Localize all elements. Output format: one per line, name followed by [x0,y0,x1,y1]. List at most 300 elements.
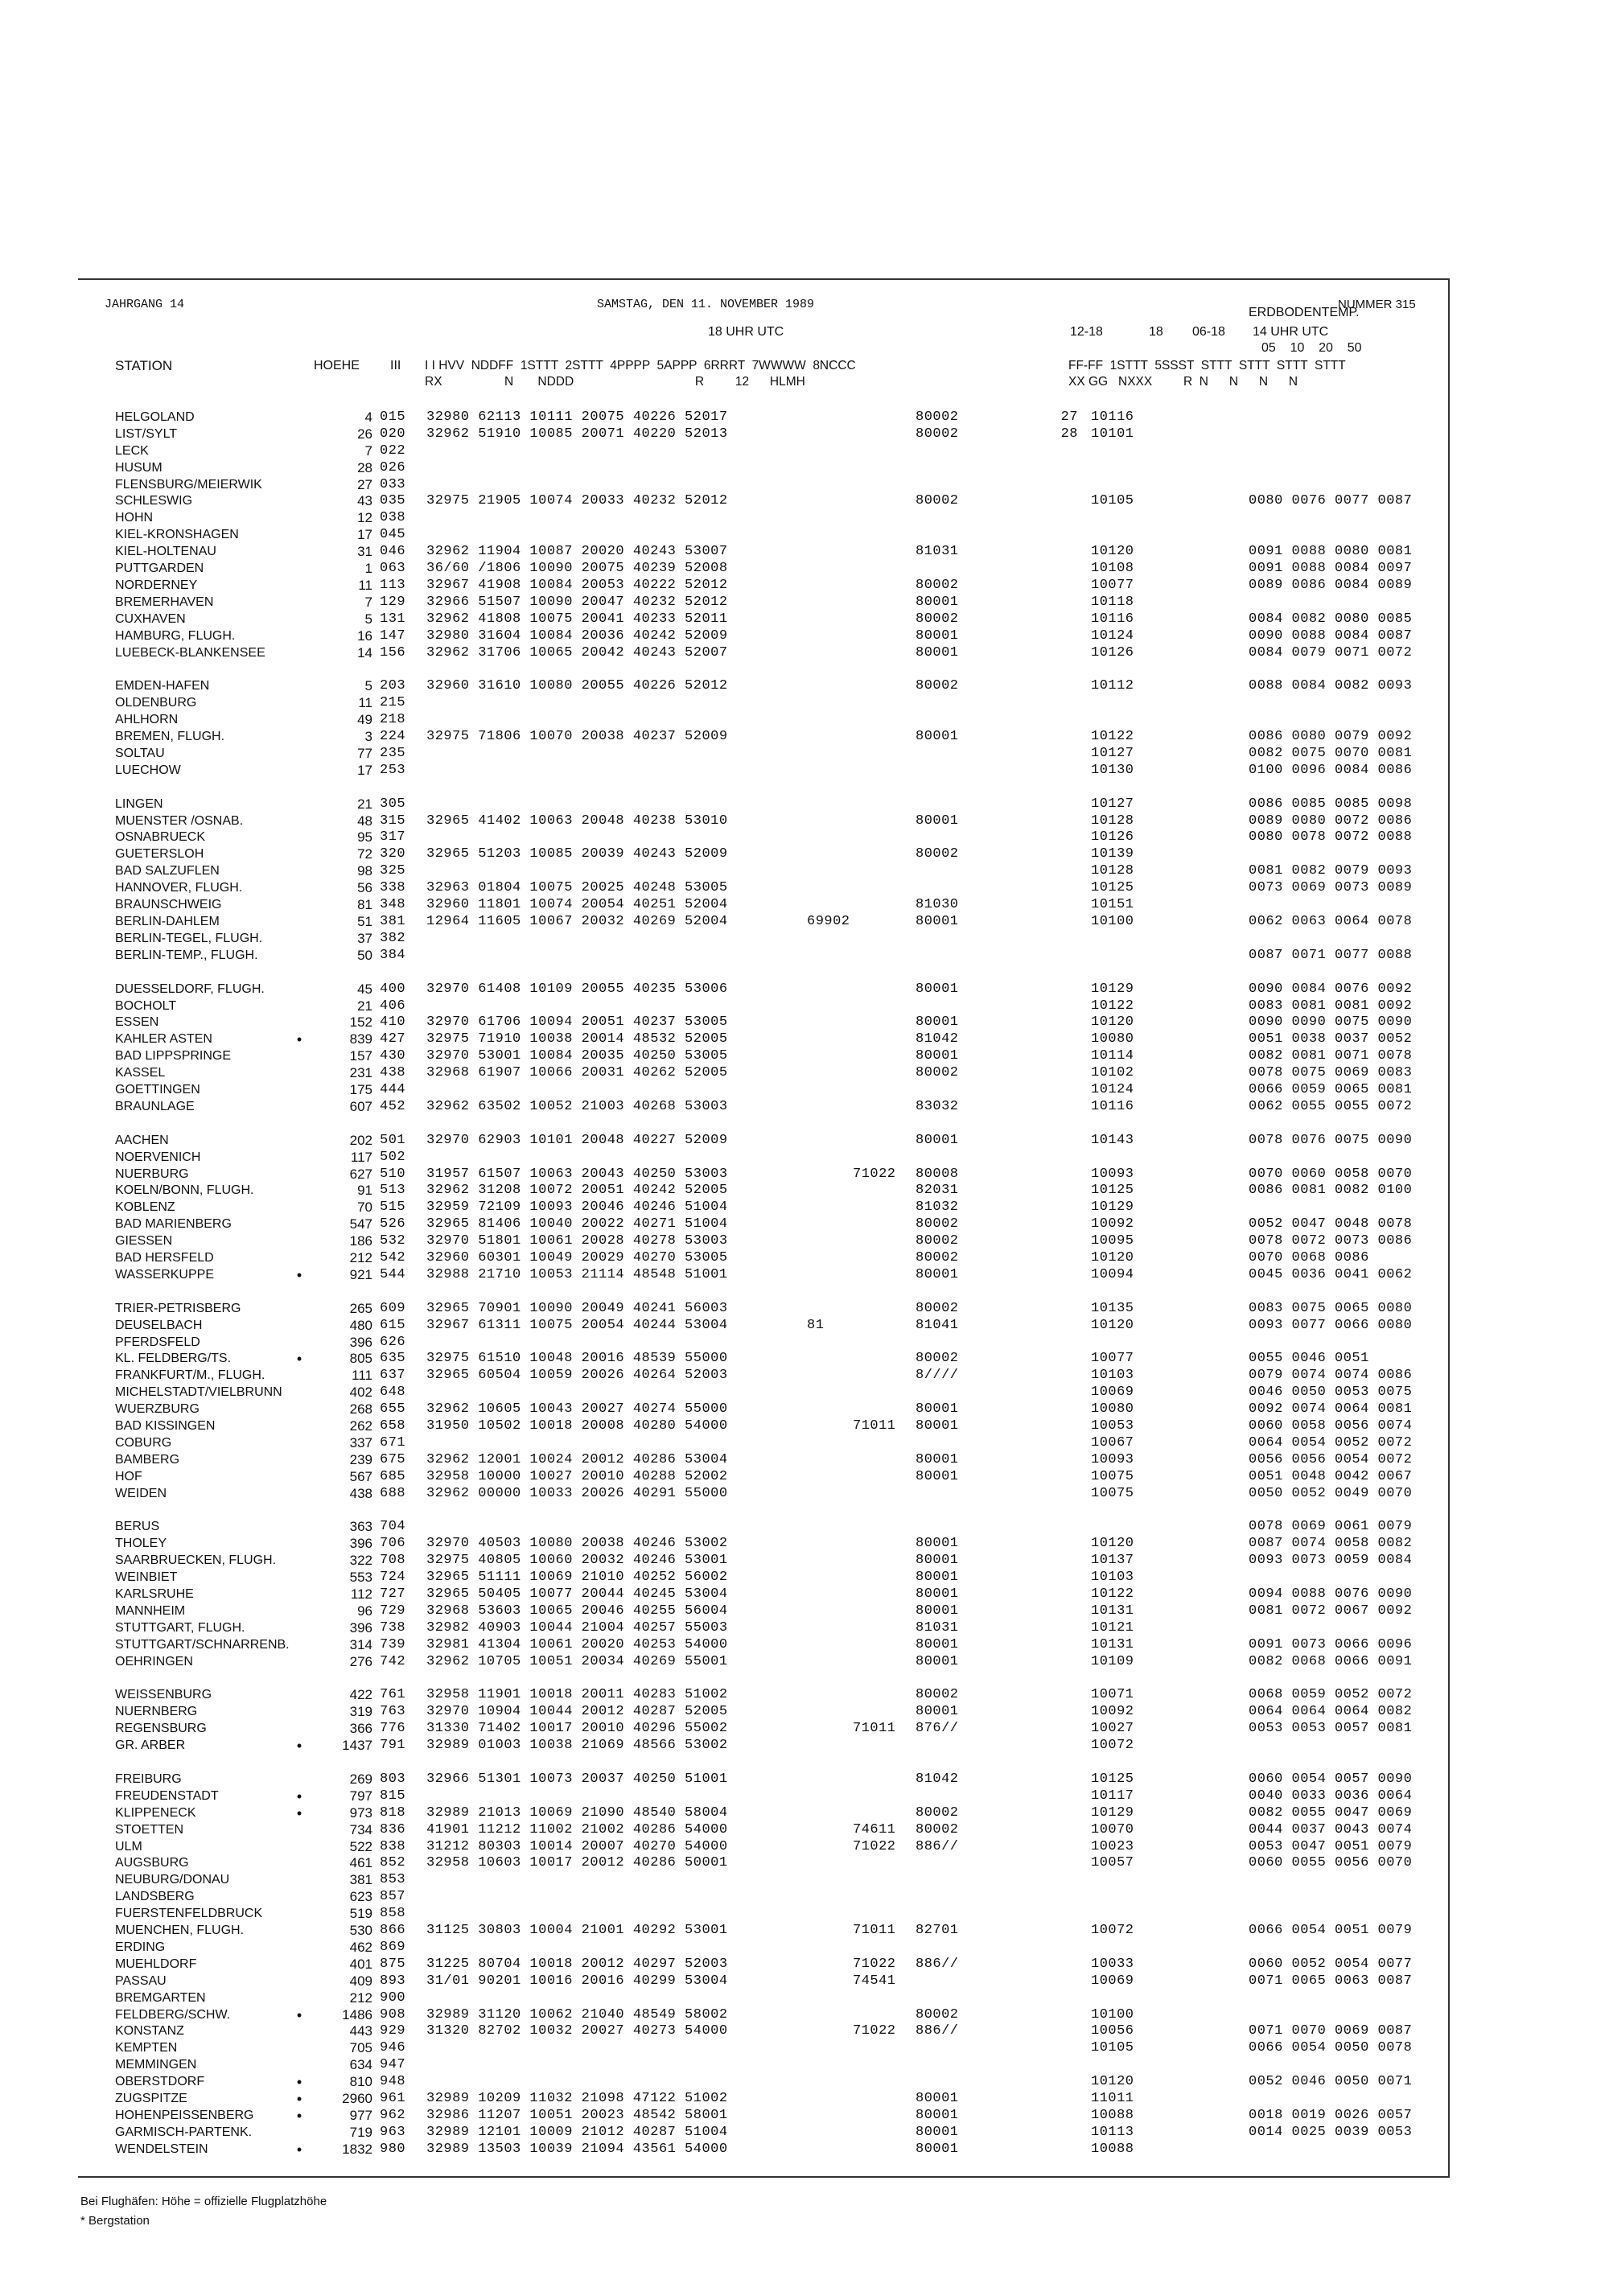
group-8nccc: 80001 [916,1401,959,1417]
group-8nccc: 80001 [916,645,959,660]
station-hoehe: 91 [357,1183,372,1198]
station-id: 532 [380,1233,406,1249]
station-row [0,2073,1609,2091]
station-id: 739 [380,1637,406,1652]
max-temp: 10120 [1091,1536,1134,1551]
station-name: WASSERKUPPE [115,1268,214,1282]
group-8nccc: 82031 [916,1183,959,1198]
soil-temps: 0066 0054 0050 0078 [1249,2040,1413,2055]
soil-temps: 0066 0054 0051 0079 [1249,1923,1413,1938]
max-temp: 10100 [1091,914,1134,929]
station-hoehe: 81 [357,897,372,912]
synop-groups: 32966 51301 10073 20037 40250 51001 [426,1771,728,1787]
station-row [0,913,1609,931]
station-hoehe: 805 [349,1351,372,1366]
group-8nccc: 80001 [916,1452,959,1467]
station-hoehe: 4 [364,409,372,425]
station-hoehe: 21 [357,998,372,1014]
synop-groups: 32965 51111 10069 21010 40252 56002 [426,1570,728,1585]
station-name: BAMBERG [115,1453,180,1467]
group-8nccc: 80002 [916,493,959,508]
station-name: THOLEY [115,1537,167,1550]
group-8nccc: 80002 [916,678,959,693]
station-id: 033 [380,477,406,492]
period-06-18: 06-18 [1192,325,1225,339]
station-hoehe: 50 [357,948,372,963]
station-name: EMDEN-HAFEN [115,679,210,693]
station-row [0,981,1609,998]
station-hoehe: 422 [349,1687,372,1702]
station-row [0,1905,1609,1923]
group-8nccc: 80001 [916,729,959,744]
station-id: 900 [380,1990,406,2006]
station-hoehe: 810 [349,2074,372,2089]
soil-temps: 0086 0081 0082 0100 [1249,1183,1413,1198]
station-id: 038 [380,510,406,525]
station-id: 948 [380,2074,406,2089]
soil-temps: 0051 0038 0037 0052 [1249,1031,1413,1047]
station-hoehe: 112 [350,1586,372,1602]
station-hoehe: 1 [364,561,372,576]
station-id: 305 [380,796,406,812]
max-temp: 10135 [1091,1301,1134,1316]
station-name: BAD LIPPSPRINGE [115,1049,232,1063]
group-8nccc: 80002 [916,1233,959,1249]
group-8nccc: 80001 [916,1536,959,1551]
synop-groups: 32981 41304 10061 20020 40253 54000 [426,1637,728,1652]
station-name: BRAUNLAGE [115,1100,195,1113]
station-hoehe: 48 [357,813,372,829]
station-id: 626 [380,1335,406,1350]
soil-temps: 0064 0054 0052 0072 [1249,1435,1413,1450]
soil-temps: 0062 0055 0055 0072 [1249,1099,1413,1114]
station-row [0,492,1609,510]
synop-groups: 32970 51801 10061 20028 40278 53003 [426,1233,728,1249]
max-temp: 10116 [1091,611,1134,627]
soil-temps: 0071 0065 0063 0087 [1249,1973,1413,1989]
station-row [0,796,1609,813]
station-name: FREIBURG [115,1772,182,1786]
station-row [0,2124,1609,2142]
max-temp: 10127 [1091,746,1134,761]
station-name: STUTTGART, FLUGH. [115,1621,245,1635]
station-id: 253 [380,763,406,778]
group-8nccc: 80002 [916,1065,959,1080]
soil-temps: 0056 0056 0054 0072 [1249,1452,1413,1467]
station-row [0,1619,1609,1637]
station-row [0,1838,1609,1856]
station-row [0,2022,1609,2040]
station-hoehe: 16 [357,628,372,644]
station-row [0,1485,1609,1503]
max-temp: 10023 [1091,1839,1134,1854]
station-name: DEUSELBACH [115,1319,203,1332]
soil-temps: 0083 0081 0081 0092 [1249,998,1413,1014]
station-row [0,862,1609,880]
station-name: WEISSENBURG [115,1688,212,1701]
max-temp: 10125 [1091,880,1134,895]
max-temp: 10121 [1091,1620,1134,1636]
station-row [0,1266,1609,1284]
station-hoehe: 396 [349,1335,372,1350]
station-hoehe: 381 [349,1872,372,1887]
station-hoehe: 363 [349,1519,372,1534]
max-temp: 10117 [1091,1788,1134,1804]
synop-groups: 32965 41402 10063 20048 40238 53010 [426,813,728,829]
group-8nccc: 886// [916,1957,959,1972]
max-temp: 10069 [1091,1385,1134,1400]
max-temp: 10120 [1091,544,1134,559]
station-name: FREUDENSTADT [115,1789,219,1803]
station-hoehe: 77 [357,746,372,761]
station-name: WEIDEN [115,1487,167,1500]
station-row [0,1451,1609,1469]
max-temp: 10027 [1091,1721,1134,1736]
group-8nccc: 80001 [916,1654,959,1669]
synop-groups: 31225 80704 10018 20012 40297 52003 [426,1957,728,1972]
station-name: MEMMINGEN [115,2058,197,2072]
code-headers-2: RX N NDDD R 12 HLMH [425,375,805,389]
station-row [0,1888,1609,1906]
station-id: 224 [380,729,406,744]
station-hoehe: 409 [349,1973,372,1989]
soil-temps: 0086 0080 0079 0092 [1249,729,1413,744]
station-id: 763 [380,1704,406,1719]
station-id: 688 [380,1486,406,1501]
station-hoehe: 2960 [342,2091,372,2106]
station-row [0,476,1609,494]
station-row [0,1788,1609,1805]
synop-groups: 36/60 /1806 10090 20075 40239 52008 [426,561,728,576]
station-hoehe: 3 [364,729,372,744]
max-temp: 10120 [1091,1014,1134,1030]
group-8nccc: 80001 [916,2125,959,2140]
group-6rrrt: 69902 [807,914,850,929]
group-8nccc: 80002 [916,426,959,442]
soil-temps: 0053 0047 0051 0079 [1249,1839,1413,1854]
station-row [0,1081,1609,1099]
max-temp: 10077 [1091,578,1134,593]
station-name: GR. ARBER [115,1738,186,1752]
max-temp: 10128 [1091,813,1134,829]
soil-temps: 0018 0019 0026 0057 [1249,2108,1413,2123]
station-name: BERLIN-DAHLEM [115,915,220,928]
station-hoehe: 95 [357,829,372,845]
station-id: 035 [380,493,406,508]
station-row [0,1603,1609,1620]
soil-temps: 0090 0084 0076 0092 [1249,981,1413,997]
group-8nccc: 81042 [916,1771,959,1787]
soil-temps: 0093 0077 0066 0080 [1249,1318,1413,1333]
station-id: 729 [380,1603,406,1619]
station-hoehe: 49 [357,712,372,727]
synop-groups: 32988 21710 10053 21114 48548 51001 [426,1267,728,1282]
issue-number: NUMMER 315 [1338,298,1416,311]
max-temp: 10088 [1091,2108,1134,2123]
group-8nccc: 886// [916,2023,959,2039]
utc18-label: 18 UHR UTC [708,325,784,339]
station-id: 962 [380,2108,406,2123]
group-8nccc: 8//// [916,1368,959,1383]
station-name: DUESSELDORF, FLUGH. [115,982,265,996]
station-id: 203 [380,678,406,693]
max-temp: 10077 [1091,1351,1134,1366]
station-row [0,2039,1609,2057]
station-hoehe: 26 [357,426,372,442]
soil-temps: 0060 0052 0054 0077 [1249,1957,1413,1972]
station-row [0,611,1609,628]
station-name: BAD HERSFELD [115,1251,214,1265]
station-id: 947 [380,2057,406,2072]
synop-groups: 32962 10605 10043 20027 40274 55000 [426,1401,728,1417]
station-id: 961 [380,2091,406,2106]
station-id: 325 [380,863,406,878]
max-temp: 10116 [1091,409,1134,425]
synop-groups: 32960 11801 10074 20054 40251 52004 [426,897,728,912]
station-id: 857 [380,1889,406,1904]
station-id: 215 [380,695,406,710]
station-name: NOERVENICH [115,1150,201,1164]
station-name: PUTTGARDEN [115,562,204,575]
bergstation-marker: • [296,2074,302,2090]
soil-temps: 0079 0074 0074 0086 [1249,1368,1413,1383]
station-name: KEMPTEN [115,2041,178,2055]
station-id: 542 [380,1250,406,1265]
station-row [0,1586,1609,1603]
synop-groups: 32960 31610 10080 20055 40226 52012 [426,678,728,693]
synop-groups: 32967 61311 10075 20054 40244 53004 [426,1318,728,1333]
station-name: KIEL-KRONSHAGEN [115,528,239,541]
station-name: KARLSRUHE [115,1587,194,1601]
synop-groups: 32965 81406 10040 20022 40271 51004 [426,1216,728,1232]
station-hoehe: 480 [349,1318,372,1333]
soil-temps: 0082 0075 0070 0081 [1249,746,1413,761]
bergstation-marker: • [296,1788,302,1804]
synop-groups: 32958 10000 10027 20010 40288 52002 [426,1469,728,1484]
station-name: MUENCHEN, FLUGH. [115,1924,245,1937]
station-name: KASSEL [115,1066,166,1080]
station-row [0,1636,1609,1654]
station-hoehe: 314 [349,1637,372,1652]
station-row [0,442,1609,460]
station-hoehe: 21 [357,796,372,812]
station-hoehe: 175 [349,1082,372,1097]
station-id: 648 [380,1385,406,1400]
station-hoehe: 157 [349,1048,372,1064]
station-name: HOHN [115,511,154,525]
station-row [0,677,1609,695]
synop-groups: 32975 71910 10038 20014 48532 52005 [426,1031,728,1047]
station-id: 946 [380,2040,406,2055]
station-row [0,1804,1609,1822]
group-7wwww: 71022 [853,2023,896,2039]
synop-groups: 32958 10603 10017 20012 40286 50001 [426,1855,728,1870]
soil-temps: 0040 0033 0036 0064 [1249,1788,1413,1804]
soil-depths: 05 10 20 50 [1261,341,1362,355]
bergstation-marker: • [296,1031,302,1047]
station-id: 615 [380,1318,406,1333]
max-temp: 10088 [1091,2142,1134,2157]
soil-temps: 0053 0053 0057 0081 [1249,1721,1413,1736]
group-8nccc: 80002 [916,578,959,593]
soil-temps: 0087 0074 0058 0082 [1249,1536,1413,1551]
station-id: 510 [380,1167,406,1182]
station-row [0,1367,1609,1385]
station-name: MUENSTER /OSNAB. [115,814,244,828]
station-hoehe: 719 [349,2125,372,2140]
station-name: LECK [115,444,149,458]
ff-gust: 27 [1060,409,1078,425]
station-hoehe: 11 [358,578,372,593]
station-hoehe: 734 [349,1822,372,1837]
station-hoehe: 262 [349,1418,372,1434]
station-id: 382 [380,931,406,946]
max-temp: 10113 [1091,2125,1134,2140]
group-8nccc: 80001 [916,1014,959,1030]
station-hoehe: 5 [364,678,372,693]
soil-temps: 0066 0059 0065 0081 [1249,1082,1413,1097]
synop-groups: 32989 01003 10038 21069 48566 53002 [426,1738,728,1753]
station-hoehe: 17 [357,763,372,778]
station-hoehe: 839 [349,1031,372,1047]
soil-temps: 0091 0088 0084 0097 [1249,561,1413,576]
station-row [0,1737,1609,1755]
max-temp: 10072 [1091,1923,1134,1938]
max-temp: 10057 [1091,1855,1134,1870]
station-name: WEINBIET [115,1570,178,1584]
station-row [0,2006,1609,2024]
station-name: LANDSBERG [115,1890,195,1903]
synop-groups: 32962 11904 10087 20020 40243 53007 [426,544,728,559]
station-id: 156 [380,645,406,660]
group-8nccc: 80001 [916,1603,959,1619]
group-8nccc: 80001 [916,1704,959,1719]
station-row [0,1166,1609,1183]
station-hoehe: 265 [349,1301,372,1316]
station-id: 815 [380,1788,406,1804]
synop-groups: 32967 41908 10084 20053 40222 52012 [426,578,728,593]
station-name: MUEHLDORF [115,1957,197,1971]
soil-temps: 0084 0079 0071 0072 [1249,645,1413,660]
soil-temps: 0068 0059 0052 0072 [1249,1687,1413,1702]
max-temp: 10112 [1091,678,1134,693]
soil-temps: 0060 0058 0056 0074 [1249,1418,1413,1434]
station-name: BERUS [115,1520,160,1533]
station-row [0,644,1609,662]
station-id: 147 [380,628,406,644]
station-id: 803 [380,1771,406,1787]
station-hoehe: 239 [349,1452,372,1467]
station-name: ZUGSPITZE [115,2092,187,2105]
max-temp: 10100 [1091,2007,1134,2022]
group-8nccc: 80001 [916,1553,959,1568]
station-hoehe: 276 [349,1654,372,1669]
soil-temps: 0070 0060 0058 0070 [1249,1167,1413,1182]
max-temp: 10118 [1091,595,1134,610]
group-8nccc: 81041 [916,1318,959,1333]
code-headers-1: I I HVV NDDFF 1STTT 2STTT 4PPPP 5APPP 6RRRT 7WWWW 8NCCC [425,359,856,372]
synop-groups: 32963 01804 10075 20025 40248 53005 [426,880,728,895]
station-hoehe: 152 [349,1014,372,1030]
station-name: BREMGARTEN [115,1991,206,2005]
station-name: HOF [115,1470,142,1483]
station-id: 400 [380,981,406,997]
station-row [0,1703,1609,1721]
synop-groups: 32962 12001 10024 20012 40286 53004 [426,1452,728,1467]
max-temp: 10130 [1091,763,1134,778]
station-name: HANNOVER, FLUGH. [115,881,243,895]
station-row [0,1384,1609,1401]
station-hoehe: 7 [364,443,372,459]
station-name: COBURG [115,1436,172,1450]
station-id: 776 [380,1721,406,1736]
station-name: MICHELSTADT/VIELBRUNN [115,1385,282,1399]
synop-groups: 32982 40903 10044 21004 40257 55003 [426,1620,728,1636]
station-name: GIESSEN [115,1234,173,1248]
station-name: KONSTANZ [115,2024,184,2038]
station-name: BAD SALZUFLEN [115,864,220,878]
station-hoehe: 212 [349,1250,372,1265]
bergstation-marker: • [296,2007,302,2023]
station-name: OBERSTDORF [115,2075,205,2088]
station-id: 675 [380,1452,406,1467]
station-hoehe: 45 [357,981,372,997]
station-id: 980 [380,2142,406,2157]
max-temp: 10080 [1091,1401,1134,1417]
station-name: FUERSTENFELDBRUCK [115,1907,263,1920]
station-hoehe: 96 [357,1603,372,1619]
synop-groups: 32965 51203 10085 20039 40243 52009 [426,846,728,862]
station-hoehe: 607 [349,1099,372,1114]
group-7wwww: 71022 [853,1167,896,1182]
group-7wwww: 71022 [853,1957,896,1972]
synop-groups: 32965 50405 10077 20044 40245 53004 [426,1586,728,1602]
synop-groups: 32970 40503 10080 20038 40246 53002 [426,1536,728,1551]
synop-groups: 32980 31604 10084 20036 40242 52009 [426,628,728,644]
station-hoehe: 337 [349,1435,372,1450]
station-name: NUERNBERG [115,1705,198,1718]
station-row [0,526,1609,544]
max-temp: 10053 [1091,1418,1134,1434]
max-temp: 10128 [1091,863,1134,878]
synop-groups: 32970 10904 10044 20012 40287 52005 [426,1704,728,1719]
max-temp: 10125 [1091,1183,1134,1198]
max-temp: 10094 [1091,1267,1134,1282]
max-temp: 10080 [1091,1031,1134,1047]
station-name: GUETERSLOH [115,847,204,861]
max-temp: 10056 [1091,2023,1134,2039]
station-hoehe: 396 [349,1536,372,1551]
soil-temps: 0080 0076 0077 0087 [1249,493,1413,508]
station-id: 791 [380,1738,406,1753]
station-row [0,1535,1609,1553]
station-name: STUTTGART/SCHNARRENB. [115,1638,290,1652]
max-temp: 10109 [1091,1654,1134,1669]
soil-temps: 0051 0048 0042 0067 [1249,1469,1413,1484]
station-hoehe: 553 [349,1570,372,1585]
group-7wwww: 71011 [853,1721,896,1736]
soil-temps: 0064 0064 0064 0082 [1249,1704,1413,1719]
station-hoehe: 319 [349,1704,372,1719]
station-hoehe: 443 [349,2023,372,2039]
bergstation-marker: • [296,1805,302,1821]
synop-groups: 32989 21013 10069 21090 48540 58004 [426,1805,728,1821]
station-row [0,1939,1609,1957]
station-name: KLIPPENECK [115,1806,196,1820]
station-row [0,1014,1609,1031]
station-hoehe: 1437 [342,1738,372,1753]
group-8nccc: 80001 [916,914,959,929]
